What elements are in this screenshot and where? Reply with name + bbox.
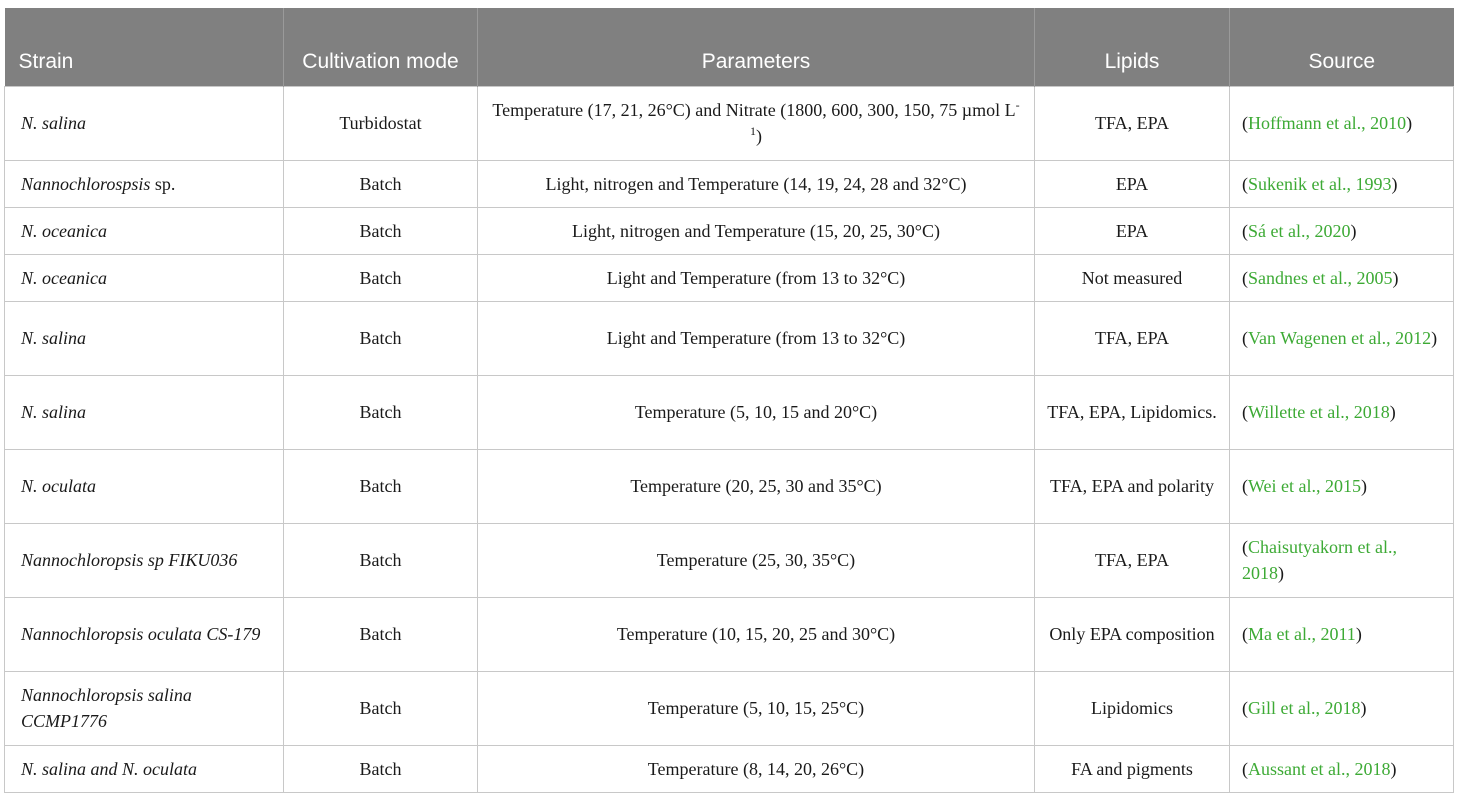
cell-source — [1230, 160, 1454, 207]
source-open-paren: ( — [1242, 328, 1248, 348]
cell-parameters — [478, 523, 1035, 597]
cell-lipids: TFA, EPA — [1035, 86, 1230, 160]
cell-cultivation-mode: Batch — [284, 597, 478, 671]
parameters-superscript: -1 — [750, 98, 1020, 138]
cell-source — [1230, 523, 1454, 597]
cell-lipids: TFA, EPA — [1035, 523, 1230, 597]
table-header-row — [5, 8, 1454, 86]
cell-lipids: TFA, EPA and polarity — [1035, 449, 1230, 523]
parameters-text: Temperature (20, 25, 30 and 35°C) — [630, 476, 882, 496]
cell-source — [1230, 745, 1454, 792]
cell-lipids: TFA, EPA — [1035, 301, 1230, 375]
cell-cultivation-mode: Batch — [284, 375, 478, 449]
parameters-text: Temperature (8, 14, 20, 26°C) — [647, 758, 865, 779]
table-row — [5, 86, 1454, 160]
table-row — [5, 449, 1454, 523]
strain-suffix: sp. — [150, 173, 176, 194]
cell-lipids: Only EPA composition — [1035, 597, 1230, 671]
cell-parameters — [478, 86, 1035, 160]
source-close-paren: ) — [1431, 328, 1438, 348]
cell-strain — [5, 301, 284, 375]
source-open-paren: ( — [1242, 220, 1248, 241]
source-close-paren: ) — [1392, 267, 1399, 288]
cell-parameters — [478, 745, 1035, 792]
strain-name: Nannochloropsis salina CCMP1776 — [21, 685, 192, 731]
table-row — [5, 671, 1454, 745]
header-parameters: Parameters — [478, 8, 1035, 86]
cell-strain — [5, 207, 284, 254]
source-close-paren: ) — [1361, 476, 1368, 496]
parameters-text: Temperature (10, 15, 20, 25 and 30°C) — [616, 624, 896, 644]
cell-lipids: EPA — [1035, 207, 1230, 254]
source-close-paren: ) — [1406, 113, 1413, 133]
source-close-paren: ) — [1389, 402, 1396, 422]
cell-strain — [5, 745, 284, 792]
reference-link[interactable]: Wei et al., 2015 — [1248, 476, 1362, 496]
cell-strain — [5, 523, 284, 597]
parameters-text: Light and Temperature (from 13 to 32°C) — [606, 267, 906, 288]
cell-source — [1230, 254, 1454, 301]
source-close-paren: ) — [1355, 624, 1362, 644]
cell-source — [1230, 449, 1454, 523]
source-close-paren: ) — [1360, 698, 1367, 718]
table-row — [5, 523, 1454, 597]
cell-source — [1230, 597, 1454, 671]
parameters-text: Light, nitrogen and Temperature (15, 20, 25, 30°C) — [571, 220, 941, 241]
cell-cultivation-mode: Batch — [284, 449, 478, 523]
cell-cultivation-mode: Batch — [284, 523, 478, 597]
source-close-paren: ) — [1390, 758, 1397, 779]
header-cultivation-mode: Cultivation mode — [284, 8, 478, 86]
reference-link[interactable]: Van Wagenen et al., 2012 — [1248, 328, 1432, 348]
table-row — [5, 375, 1454, 449]
cell-cultivation-mode: Batch — [284, 671, 478, 745]
strain-name: N. oculata — [21, 476, 96, 496]
strain-name: N. salina and N. oculata — [21, 758, 198, 779]
source-open-paren: ( — [1242, 537, 1248, 557]
cell-strain — [5, 254, 284, 301]
cell-strain — [5, 671, 284, 745]
parameters-text: Light, nitrogen and Temperature (14, 19, 24, 28 and 32°C) — [545, 173, 967, 194]
cell-strain — [5, 597, 284, 671]
reference-link[interactable]: Sukenik et al., 1993 — [1248, 173, 1392, 194]
source-open-paren: ( — [1242, 173, 1248, 194]
cell-source — [1230, 301, 1454, 375]
strain-name: N. salina — [21, 328, 87, 348]
studies-table — [4, 8, 1454, 793]
cell-cultivation-mode: Batch — [284, 301, 478, 375]
cell-cultivation-mode: Batch — [284, 207, 478, 254]
strain-name: N. oceanica — [21, 220, 107, 241]
cell-parameters — [478, 375, 1035, 449]
header-strain: Strain — [18, 49, 74, 73]
strain-name: Nannochloropsis oculata CS-179 — [21, 624, 261, 644]
table-row — [5, 160, 1454, 207]
strain-name: N. oceanica — [21, 267, 107, 288]
reference-link[interactable]: Gill et al., 2018 — [1248, 698, 1361, 718]
reference-link[interactable]: Hoffmann et al., 2010 — [1248, 113, 1407, 133]
cell-cultivation-mode: Batch — [284, 745, 478, 792]
table-row — [5, 597, 1454, 671]
parameters-text: Temperature (25, 30, 35°C) — [656, 550, 856, 570]
cell-strain — [5, 160, 284, 207]
parameters-text: Light and Temperature (from 13 to 32°C) — [606, 328, 906, 348]
header-lipids: Lipids — [1035, 8, 1230, 86]
cell-parameters — [478, 671, 1035, 745]
table-row — [5, 745, 1454, 792]
header-source: Source — [1230, 8, 1454, 86]
source-open-paren: ( — [1242, 113, 1248, 133]
source-open-paren: ( — [1242, 758, 1248, 779]
cell-parameters — [478, 160, 1035, 207]
cell-lipids: Lipidomics — [1035, 671, 1230, 745]
source-open-paren: ( — [1242, 476, 1248, 496]
strain-name: N. salina — [21, 402, 87, 422]
cell-source — [1230, 375, 1454, 449]
cell-parameters — [478, 449, 1035, 523]
reference-link[interactable]: Willette et al., 2018 — [1248, 402, 1390, 422]
cell-cultivation-mode: Batch — [284, 254, 478, 301]
cell-source — [1230, 86, 1454, 160]
reference-link[interactable]: Aussant et al., 2018 — [1248, 758, 1391, 779]
cell-source — [1230, 207, 1454, 254]
parameters-text: Temperature (17, 21, 26°C) and Nitrate (1800, 600, 300, 150, 75 µmol L — [492, 100, 1016, 120]
cell-strain — [5, 86, 284, 160]
cell-parameters — [478, 597, 1035, 671]
cell-strain — [5, 449, 284, 523]
source-open-paren: ( — [1242, 698, 1248, 718]
cell-source — [1230, 671, 1454, 745]
reference-link[interactable]: Sandnes et al., 2005 — [1248, 267, 1393, 288]
cell-strain — [5, 375, 284, 449]
cell-cultivation-mode: Turbidostat — [284, 86, 478, 160]
parameters-text: Temperature (5, 10, 15, 25°C) — [647, 698, 865, 718]
parameters-text: Temperature (5, 10, 15 and 20°C) — [634, 402, 878, 422]
cell-lipids: EPA — [1035, 160, 1230, 207]
reference-link[interactable]: Chaisutyakorn et al., 2018 — [1242, 537, 1397, 583]
strain-name: Nannochloropsis sp FIKU036 — [21, 550, 238, 570]
strain-name: N. salina — [21, 113, 87, 133]
table-row — [5, 207, 1454, 254]
cell-parameters — [478, 301, 1035, 375]
cell-parameters — [478, 207, 1035, 254]
source-close-paren: ) — [1350, 220, 1357, 241]
table-row — [5, 254, 1454, 301]
table-row — [5, 301, 1454, 375]
source-open-paren: ( — [1242, 267, 1248, 288]
reference-link[interactable]: Sá et al., 2020 — [1248, 220, 1351, 241]
source-open-paren: ( — [1242, 624, 1248, 644]
cell-lipids: FA and pigments — [1035, 745, 1230, 792]
cell-lipids: Not measured — [1035, 254, 1230, 301]
cell-cultivation-mode: Batch — [284, 160, 478, 207]
source-open-paren: ( — [1242, 402, 1248, 422]
cell-lipids: TFA, EPA, Lipidomics. — [1035, 375, 1230, 449]
source-close-paren: ) — [1391, 173, 1398, 194]
source-close-paren: ) — [1278, 563, 1284, 583]
cell-parameters — [478, 254, 1035, 301]
strain-name: Nannochlorospsis — [21, 173, 151, 194]
reference-link[interactable]: Ma et al., 2011 — [1248, 624, 1356, 644]
parameters-end: ) — [756, 126, 762, 146]
